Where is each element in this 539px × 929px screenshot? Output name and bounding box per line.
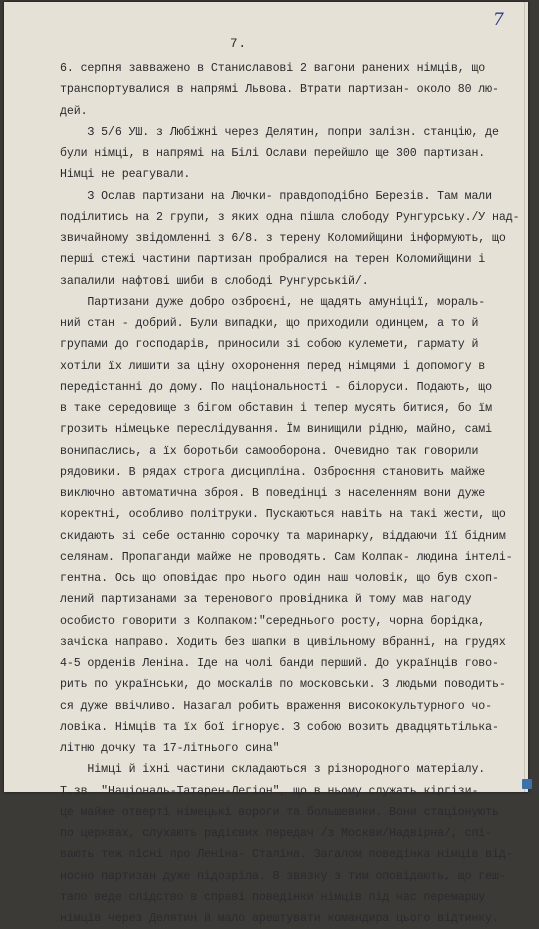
text-line: ний стан - добрий. Були випадки, що приходили одинцем, а то й: [60, 317, 479, 330]
text-line: групами до господарів, приносили зі собою кулемети, гармату й: [60, 338, 479, 352]
text-line: Партизани дуже добро озброєні, не щадять амуніції, мораль-: [60, 295, 486, 309]
text-line: по церквах, слухають радієвих передач /з Москви/Надвірна/, спі-: [60, 827, 493, 840]
text-line: вонипаслись, а їх боротьби самооборона. Очевидно так говорили: [60, 444, 479, 458]
text-line: Німці й іхні частини складаються з різнородного матеріалу.: [60, 763, 486, 777]
text-line: в таке середовище з бігом обставин і тепер мусять битися, бо їм: [60, 402, 493, 415]
text-line: особисто говорити з Колпаком:"середнього росту, чорна борідка,: [60, 614, 486, 628]
text-line: селянам. Пропаганди майже не проводять. Сам Колпак- людина інтелі-: [60, 550, 513, 564]
text-line: скидають зі себе останню сорочку та маринарку, віддаючи її бідним: [60, 529, 506, 543]
text-line: ся дуже ввічливо. Назагал робить враження висококультурного чо-: [60, 699, 493, 713]
text-line: транспортувалися в напрямі Львова. Втрати партизан- около 80 лю-: [60, 83, 499, 97]
text-line: Німці не реагували.: [60, 168, 191, 182]
text-line: літню дочку та 17-літнього сина": [60, 742, 280, 755]
text-line: зачіска направо. Ходить без шапки в цивільному вбранні, на грудях: [60, 635, 506, 649]
text-line: хотіли їх лишити за ціну охоронення перед німцями і допомогу в: [60, 359, 486, 373]
text-line: були німці, в напрямі на Білі Ослави перейшло ще 300 партизан.: [60, 147, 486, 160]
text-line: носно партизан дуже підозріла. В звязку з тим оповідають, що геш-: [60, 869, 506, 883]
text-line: З 5/6 УШ. з Любіжні через Делятин, попри залізн. станцію, де: [60, 125, 499, 139]
text-line: 4-5 орденів Леніна. Іде на чолі банди перший. До українців гово-: [60, 657, 499, 670]
document-page: [4, 2, 528, 925]
text-line: вають теж пісні про Леніна- Сталіна. Загалом поведінка німців від-: [60, 848, 513, 862]
text-line: передістанні до дому. По національності - білоруси. Подають, що: [60, 380, 493, 394]
page-number: 7.: [230, 37, 248, 51]
text-line: німців через Делятин й мало арештувати командира цього відтинку.: [60, 912, 499, 925]
text-line: перші стежі частини партизан пробралися на терен Коломийщини і: [60, 253, 486, 267]
text-line: виключно автоматична зброя. В поведінці з населенням вони дуже: [60, 487, 486, 500]
text-line: грозить німецьке переслідування. Їм винищили рідню, майно, самі: [60, 423, 493, 437]
text-line: рить по українськи, до москалів по московськи. З людьми поводить-: [60, 678, 506, 692]
text-line: дей.: [60, 104, 88, 118]
text-line: 6. серпня завважено в Станиславові 2 вагони ранених німців, що: [60, 62, 486, 75]
text-line: ловіка. Німців та їх бої ігнорує. З собою возить двадцятьтількa-: [60, 720, 499, 734]
text-line: поділитись на 2 групи, з яких одна пішла слободу Рунгурську./У над-: [60, 210, 520, 224]
blue-corner-mark: [522, 779, 532, 789]
text-line: Т.зв. "Національ-Татарен-Легіон", що в ньому служать кіргізи-: [60, 784, 479, 798]
text-line: лений партизанами за теренового провідника й тому мав нагоду: [60, 593, 472, 607]
text-line: З Ослав партизани на Лючки- правдоподібно Березів. Там мали: [60, 189, 493, 203]
text-line: тапо веде слідство в справі поведінки німців під час перемаршу: [60, 890, 486, 904]
text-line: гентна. Ось що оповідає про нього один наш чоловік, що був схоп-: [60, 572, 499, 585]
body-text: [60, 58, 532, 929]
text-line: рядовики. В рядах строга дисципліна. Озброєння становить майже: [60, 465, 486, 479]
text-line: запалили нафтові шиби в слободі Рунгурській/.: [60, 274, 369, 288]
handwritten-page-number: 7: [493, 10, 504, 30]
text-line: коректні, особливо політруки. Пускаються навіть на такі жести, що: [60, 508, 506, 522]
text-line: звичайному звідомленні з 6/8. з терену Коломийщини інформують, що: [60, 232, 506, 245]
text-line: це майже отверті німецькі вороги та большевики. Вони стаціонують: [60, 805, 499, 819]
